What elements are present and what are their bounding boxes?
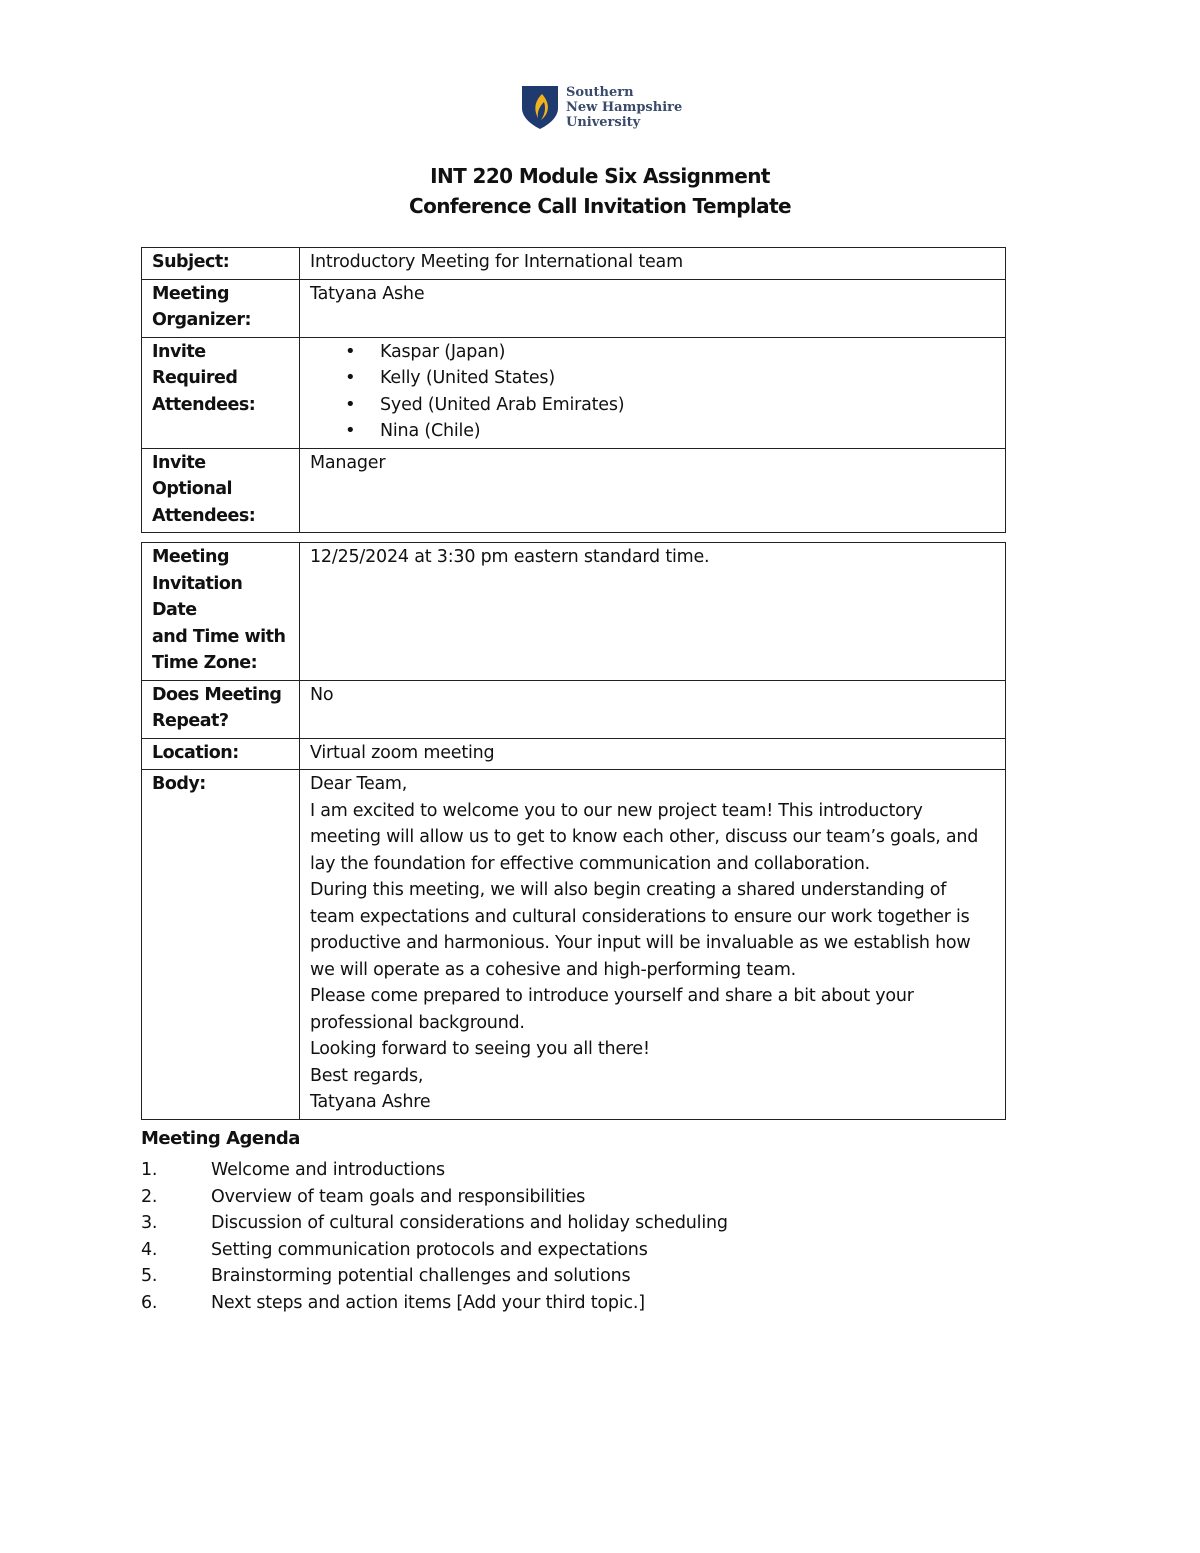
agenda-item-text: Discussion of cultural considerations and holiday scheduling (211, 1213, 728, 1233)
agenda-item (141, 1210, 728, 1237)
document-subtitle: Conference Call Invitation Template (409, 194, 791, 218)
document-title: INT 220 Module Six Assignment (430, 164, 770, 188)
university-logo (520, 84, 682, 130)
required-attendees-row (142, 337, 1006, 448)
required-attendees-value (300, 337, 1006, 448)
date-label-line-3: and Time with (152, 626, 286, 647)
repeat-label-line-1: Does Meeting (152, 684, 282, 705)
location-row (142, 738, 1006, 770)
agenda-item-number: 2. (141, 1186, 158, 1207)
agenda-item-number: 3. (141, 1213, 158, 1233)
invitation-table-2 (141, 542, 1006, 1120)
body-paragraph: I am excited to welcome you to our new project team! This introductory meeting will allow us to get to know each other, discuss our team’s goals, and lay the foundation for effective communication and collaboration. (310, 800, 979, 874)
agenda-item-text: Welcome and introductions (211, 1160, 445, 1180)
shield-icon (520, 84, 560, 130)
body-paragraph: During this meeting, we will also begin creating a shared understanding of team expectations and cultural considerations to ensure our work together is productive and harmonious. Your input will be invaluable as we establish how we will operate as a cohesive and high-performing team. (310, 880, 971, 980)
body-closing: Looking forward to seeing you all there! (310, 1039, 650, 1059)
agenda-item-number: 4. (141, 1239, 158, 1260)
date-label (142, 543, 300, 681)
required-label-line-1: Invite (152, 341, 206, 362)
repeat-label (142, 680, 300, 738)
logo-wordmark (566, 85, 682, 130)
optional-label-line-1: Invite Optional (152, 452, 233, 499)
required-label-line-3: Attendees: (152, 394, 256, 415)
agenda-item (141, 1263, 728, 1290)
agenda-item-number: 1. (141, 1160, 158, 1180)
date-label-line-4: Time Zone: (152, 653, 258, 673)
agenda-item (141, 1184, 728, 1211)
agenda-title: Meeting Agenda (141, 1128, 300, 1149)
body-signature: Tatyana Ashre (310, 1092, 431, 1112)
subject-label: Subject: (142, 248, 300, 280)
organizer-label-line-2: Organizer: (152, 310, 251, 330)
location-value: Virtual zoom meeting (300, 738, 1006, 770)
agenda-item-number: 6. (141, 1292, 158, 1313)
attendee-item: • Kaspar (Japan) (340, 339, 995, 366)
required-attendees-list (310, 339, 995, 445)
body-value (300, 770, 1006, 1120)
logo-line-1: Southern (566, 84, 634, 100)
optional-attendees-row (142, 448, 1006, 533)
logo-line-2: New Hampshire (566, 99, 683, 115)
optional-label-line-2: Attendees: (152, 505, 256, 526)
required-label-line-2: Required (152, 368, 238, 388)
attendee-item: • Kelly (United States) (340, 365, 995, 392)
optional-attendees-value: Manager (300, 448, 1006, 533)
logo-line-3: University (566, 114, 641, 130)
agenda-item-text: Setting communication protocols and expectations (211, 1239, 648, 1260)
agenda-item-text: Brainstorming potential challenges and solutions (211, 1266, 631, 1286)
agenda-list (141, 1157, 728, 1316)
organizer-label-line-1: Meeting (152, 283, 230, 304)
agenda-item-text: Next steps and action items [Add your third topic.] (211, 1292, 645, 1313)
date-label-line-2: Invitation Date (152, 573, 243, 620)
agenda-item (141, 1237, 728, 1264)
repeat-label-line-2: Repeat? (152, 711, 229, 731)
agenda-item (141, 1157, 728, 1184)
agenda-item-number: 5. (141, 1266, 158, 1286)
body-row (142, 770, 1006, 1120)
agenda-item-text: Overview of team goals and responsibilities (211, 1186, 586, 1207)
body-greeting: Dear Team, (310, 774, 408, 794)
date-value: 12/25/2024 at 3:30 pm eastern standard time. (300, 543, 1006, 681)
subject-row (142, 248, 1006, 280)
organizer-value: Tatyana Ashe (300, 279, 1006, 337)
subject-value: Introductory Meeting for International team (300, 248, 1006, 280)
organizer-row (142, 279, 1006, 337)
body-paragraph: Please come prepared to introduce yourself and share a bit about your professional background. (310, 986, 914, 1033)
attendee-item: • Syed (United Arab Emirates) (340, 392, 995, 419)
organizer-label (142, 279, 300, 337)
date-row (142, 543, 1006, 681)
repeat-value: No (300, 680, 1006, 738)
body-signoff: Best regards, (310, 1065, 424, 1086)
agenda-item (141, 1290, 728, 1317)
date-label-line-1: Meeting (152, 547, 230, 567)
required-attendees-label (142, 337, 300, 448)
optional-attendees-label (142, 448, 300, 533)
body-label: Body: (142, 770, 300, 1120)
invitation-table-1 (141, 247, 1006, 533)
location-label: Location: (142, 738, 300, 770)
repeat-row (142, 680, 1006, 738)
attendee-item: • Nina (Chile) (340, 418, 995, 445)
